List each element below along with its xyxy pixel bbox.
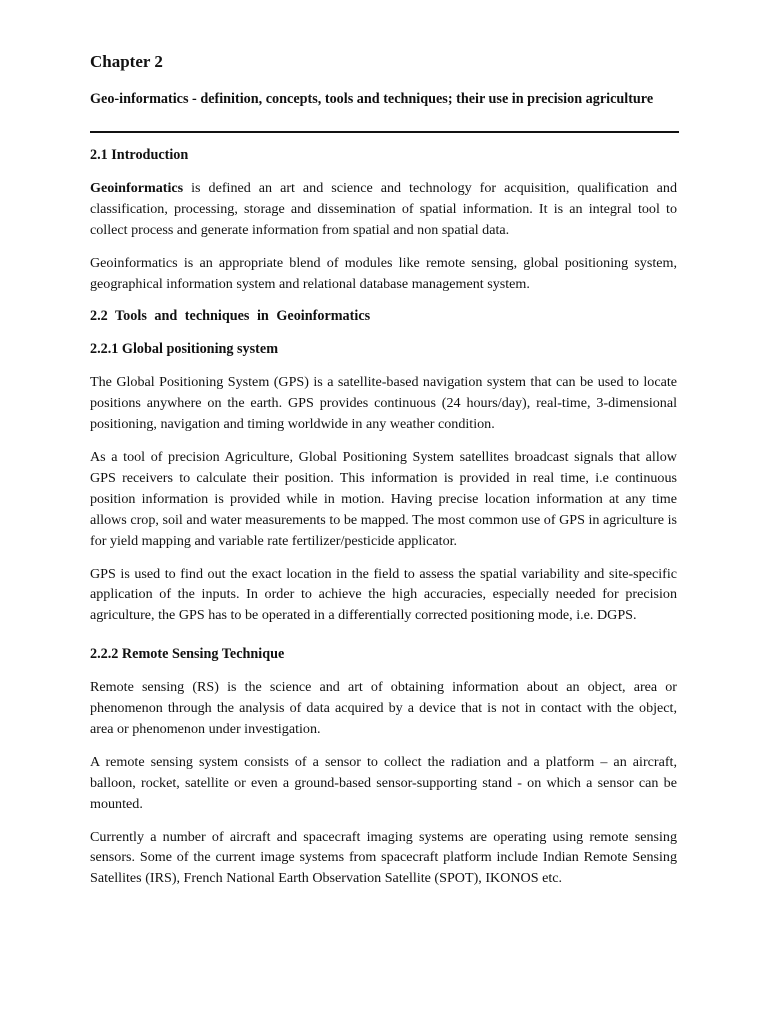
document-body xyxy=(90,145,677,901)
term-geoinformatics: Geoinformatics xyxy=(90,179,184,196)
section-heading-tools: 2.2 Tools and techniques in Geoinformatics xyxy=(90,308,371,325)
section-heading-introduction: 2.1 Introduction xyxy=(90,147,189,163)
intro-paragraph-1-text: is defined an art and science and technology for acquisition, qualification and classification, processing, storage and dissemination of spatial information. It is an integral tool to collect process and generate information from spatial and non spatial data. xyxy=(90,179,677,238)
horizontal-rule xyxy=(90,131,679,133)
remote-sensing-paragraph-1: Remote sensing (RS) is the science and art of obtaining information about an object, area or phenomenon through the analysis of data acquired by a device that is not in contact with the object, area or phenomenon under investigation. xyxy=(90,679,677,737)
remote-sensing-paragraph-2: A remote sensing system consists of a sensor to collect the radiation and a platform – an aircraft, balloon, rocket, satellite or even a ground-based sensor-supporting stand - on which a sensor can be mounted. xyxy=(90,753,677,812)
gps-paragraph-2: As a tool of precision Agriculture, Global Positioning System satellites broadcast signals that allow GPS receivers to calculate their position. This information is provided in real time, i.e continuous position information is provided while in motion. Having precise location information at any time allows crop, soil and water measurements to be mapped. The most common use of GPS in agriculture is for yield mapping and variable rate fertilizer/pesticide applicator. xyxy=(90,448,677,549)
chapter-subtitle: Geo-informatics - definition, concepts, tools and techniques; their use in precision agriculture xyxy=(90,91,654,107)
intro-paragraph-2: Geoinformatics is an appropriate blend of modules like remote sensing, global positioning system, geographical information system and relational database management system. xyxy=(90,254,677,292)
remote-sensing-paragraph-3: Currently a number of aircraft and spacecraft imaging systems are operating using remote sensing sensors. Some of the current image systems from spacecraft platform include Indian Remote Sensing Satellites (IRS), French National Earth Observation Satellite (SPOT), IKONOS etc. xyxy=(90,828,677,887)
gps-paragraph-3: GPS is used to find out the exact location in the field to assess the spatial variability and site-specific application of the inputs. In order to achieve the high accuracies, especially needed for precision agriculture, the GPS has to be operated in a differentially corrected positioning mode, i.e. DGPS. xyxy=(90,565,677,624)
chapter-heading: Chapter 2 xyxy=(90,52,163,71)
section-heading-remote-sensing: 2.2.2 Remote Sensing Technique xyxy=(90,646,285,663)
section-heading-gps: 2.2.1 Global positioning system xyxy=(90,341,279,358)
intro-paragraph-1 xyxy=(90,178,677,241)
gps-paragraph-1: The Global Positioning System (GPS) is a satellite-based navigation system that can be used to locate positions anywhere on the earth. GPS provides continuous (24 hours/day), real-time, 3-dimensional positioning, navigation and timing worldwide in any weather condition. xyxy=(90,374,677,433)
